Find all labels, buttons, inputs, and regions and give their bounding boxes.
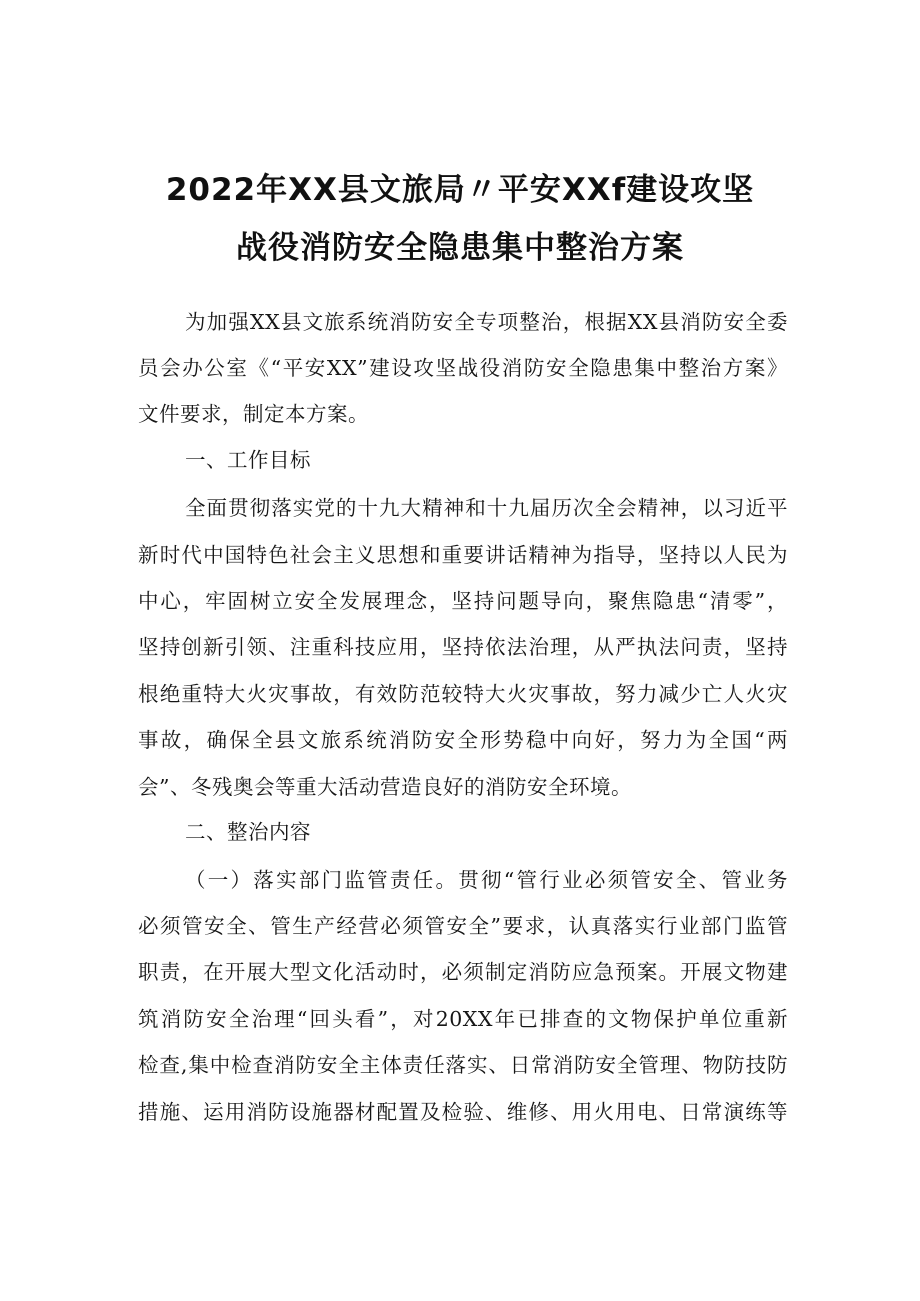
paragraph-goals-line-5: 根绝重特大火灾事故，有效防范较特大火灾事故，努力减少亡人火灾 <box>138 682 788 706</box>
document-title-line-1: 2022年XX县文旅局〃平安XXf建设攻坚 <box>165 172 755 208</box>
paragraph-content-line-3: 职责，在开展大型文化活动时，必须制定消防应急预案。开展文物建 <box>138 960 788 984</box>
section-heading-work-goals: 一、工作目标 <box>185 448 311 472</box>
paragraph-intro-line-2: 员会办公室《“平安XX”建设攻坚战役消防安全隐患集中整治方案》 <box>138 356 788 380</box>
paragraph-goals-line-3: 中心，牢固树立安全发展理念，坚持问题导向，聚焦隐患“清零”， <box>138 589 788 613</box>
paragraph-content-line-2: 必须管安全、管生产经营必须管安全”要求，认真落实行业部门监管 <box>138 914 788 938</box>
paragraph-goals-line-7: 会”、冬残奥会等重大活动营造良好的消防安全环境。 <box>138 775 632 799</box>
paragraph-intro-line-3: 文件要求，制定本方案。 <box>138 402 369 426</box>
paragraph-intro-line-1: 为加强XX县文旅系统消防安全专项整治，根据XX县消防安全委 <box>185 310 788 334</box>
paragraph-goals-line-4: 坚持创新引领、注重科技应用，坚持依法治理，从严执法问责，坚持 <box>138 635 788 659</box>
paragraph-goals-line-6: 事故，确保全县文旅系统消防安全形势稳中向好，努力为全国“两 <box>138 728 788 752</box>
document-title-line-2: 战役消防安全隐患集中整治方案 <box>236 230 684 266</box>
paragraph-content-line-4: 筑消防安全治理“回头看”，对20XX年已排查的文物保护单位重新 <box>138 1007 788 1031</box>
paragraph-content-line-1: （一）落实部门监管责任。贯彻“管行业必须管安全、管业务 <box>185 868 788 892</box>
paragraph-content-line-6: 措施、运用消防设施器材配置及检验、维修、用火用电、日常演练等 <box>138 1100 788 1124</box>
paragraph-goals-line-2: 新时代中国特色社会主义思想和重要讲话精神为指导，坚持以人民为 <box>138 543 788 567</box>
paragraph-content-line-5: 检查,集中检查消防安全主体责任落实、日常消防安全管理、物防技防 <box>138 1053 788 1077</box>
paragraph-goals-line-1: 全面贯彻落实党的十九大精神和十九届历次全会精神，以习近平 <box>185 496 788 520</box>
section-heading-rectification-content: 二、整治内容 <box>185 820 311 844</box>
